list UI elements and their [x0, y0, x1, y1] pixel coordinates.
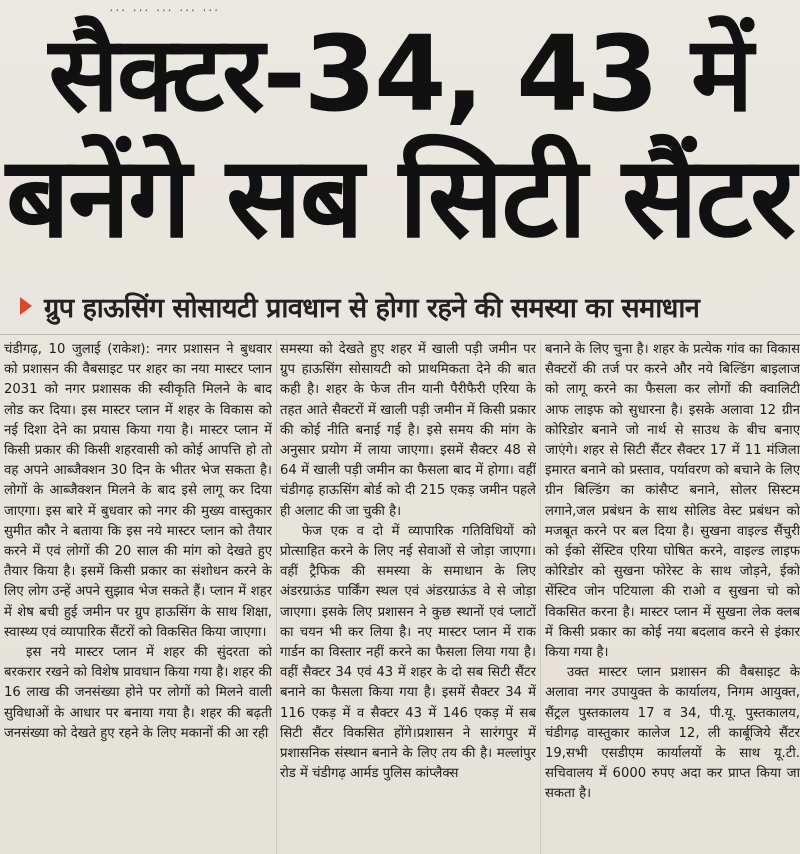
headline-line-1: सैक्टर-34, 43 में — [48, 13, 752, 135]
article-body — [0, 340, 800, 854]
headline-line-2: बनेंगे सब सिटी सैंटर — [6, 133, 794, 263]
column-divider — [540, 340, 541, 854]
article-column-1 — [4, 340, 272, 854]
divider — [0, 334, 800, 335]
article-column-3 — [545, 340, 800, 854]
cropped-header-fragment: ... ... ... ... ... — [110, 0, 221, 14]
article-column-2 — [280, 340, 536, 854]
subheadline: ग्रुप हाऊसिंग सोसायटी प्रावधान से होगा रहने की समस्या का समाधान — [44, 292, 700, 324]
paragraph: चंडीगढ़, 10 जुलाई (राकेश): नगर प्रशासन ने बुधवार को प्रशासन की वैबसाइट पर शहर का नया मास्टर प्लान 2031 को नगर प्रशासक की स्वीकृति मिलने के बाद लोड कर दिया। इस मास्टर प्लान में शहर के विकास को नई दिशा देने का प्रयास किया गया है। मास्टर प्लान में किसी प्रकार की किसी शहरवासी को कोई आपत्ति हो तो वह अपने आब्जैक्शन 30 दिन के भीतर भेज सकता है। लोगों के आब्जैक्शन मिलने के बाद इसे लागू कर दिया जाएगा। इस बारे में बुधवार को नगर की मुख्य वास्तुकार सुमीत कौर ने बताया कि इस नये मास्टर प्लान को तैयार करने में एवं लोगों की 20 साल की मांग को देखते हुए तैयार किया है। इसमें किसी प्रकार का संशोधन करने के लिए लोग उन्हें अपने सुझाव भेज सकते हैं। प्लान में शहर में शेष बची हुई जमीन पर ग्रुप हाऊसिंग के साथ शिक्षा, स्वास्थ्य एवं व्यापारिक सैंटरों को विकसित किया जाएगा। — [4, 342, 272, 640]
paragraph: इस नये मास्टर प्लान में शहर की सुंदरता को बरकरार रखने को विशेष प्रावधान किया गया है। शहर की 16 लाख की जनसंख्या होने पर लोगों को मिलने वाली सुविधाओं के आधार पर बनाया गया है। शहर की बढ़ती जनसंख्या को देखते हुए रहने के लिए मकानों की आ रही — [4, 645, 272, 741]
paragraph: बनाने के लिए चुना है। शहर के प्रत्येक गांव का विकास सैक्टरों की तर्ज पर करने और नये बिल्डिंग बाइलाज को लागू करने का फैसला कर लोगों की क्वालिटी आफ लाइफ को सुधारना है। इसके अलावा 12 ग्रीन कोरिडोर बनाने जो नार्थ से साउथ के बीच बनाए जाएंगे। शहर से सिटी सैंटर सैक्टर 17 में 11 मंजिला इमारत बनाने को प्रस्ताव, पर्यावरण को बचाने के लिए ग्रीन बिल्डिंग का कांसैप्ट बनाने, सोलर सिस्टम लगाने,जल प्रबंधन के साथ सोलिड वेस्ट प्रबंधन को मजबूत करने पर बल दिया है। सुखना वाइल्ड सैंचुरी को ईको सेंस्टिव एरिया घोषित करने, वाइल्ड लाइफ कोरिडोर को सुखना फोरेस्ट के साथ जोड़ने, ईको सेंस्टिव जोन पटियाला की राओ व सुखना चो को विकसित करना है। मास्टर प्लान में सुखना लेक क्लब में किसी प्रकार का कोई नया बदलाव करने से इंकार किया गया है। — [545, 342, 800, 661]
triangle-bullet-icon — [20, 297, 32, 315]
paragraph: फेज एक व दो में व्यापारिक गतिविधियों को प्रोत्साहित करने के लिए नई सेवाओं से जोड़ा जाएगा। वहीं ट्रैफिक की समस्या के समाधान के लिए अंडरग्राऊंड पार्किंग स्थल एवं अंडरग्राऊंड वे से जोड़ा जाएगा। इसके लिए प्रशासन ने कुछ स्थानों एवं प्लाटों का चयन भी कर लिया है। नए मास्टर प्लान में राक गार्डन का विस्तार नहीं करने का फैसला लिया गया है। वहीं सैक्टर 34 एवं 43 में शहर के दो सब सिटी सैंटर बनाने का फैसला किया गया है। इसमें सैक्टर 34 में 116 एकड़ में व सैक्टर 43 में 146 एकड़ में सब सिटी सैंटर विकसित होंगे।प्रशासन ने सारंगपुर में प्रशासनिक संस्थान बनाने के लिए तय की है। मल्लांपुर रोड में चंडीगढ़ आर्मड पुलिस कांप्लैक्स — [280, 523, 536, 782]
paragraph: उक्त मास्टर प्लान प्रशासन की वैबसाइट के अलावा नगर उपायुक्त के कार्यालय, निगम आयुक्त, सैंट्रल पुस्तकालय 17 व 34, पी.यू. पुस्तकालय, चंडीगढ़ वास्तुकार कालेज 12, ली कार्बूजिये सैंटर 19,सभी एसडीएम कार्यालयों के साथ यू.टी. सचिवालय में 6000 रुपए अदा कर प्राप्त किया जा सकता है। — [545, 665, 800, 802]
paragraph: समस्या को देखते हुए शहर में खाली पड़ी जमीन पर ग्रुप हाऊसिंग सोसायटी को प्राथमिकता देने की बात कही है। शहर के फेज तीन यानी पैरीफैरी एरिया के तहत आते सैक्टरों में खाली पड़ी जमीन में किसी प्रकार की कोई नीति बनाई गई है। इसे समय की मांग के अनुसार प्रयोग में लाया जाएगा। इसमें सैक्टर 48 से 64 में खाली पड़ी जमीन का फैसला बाद में होगा। वहीं चंडीगढ़ हाऊसिंग बोर्ड को दी 215 एकड़ जमीन पहले ही अलाट की जा चुकी है। — [280, 342, 536, 519]
subheadline-bar — [0, 282, 800, 330]
column-divider — [276, 340, 277, 854]
